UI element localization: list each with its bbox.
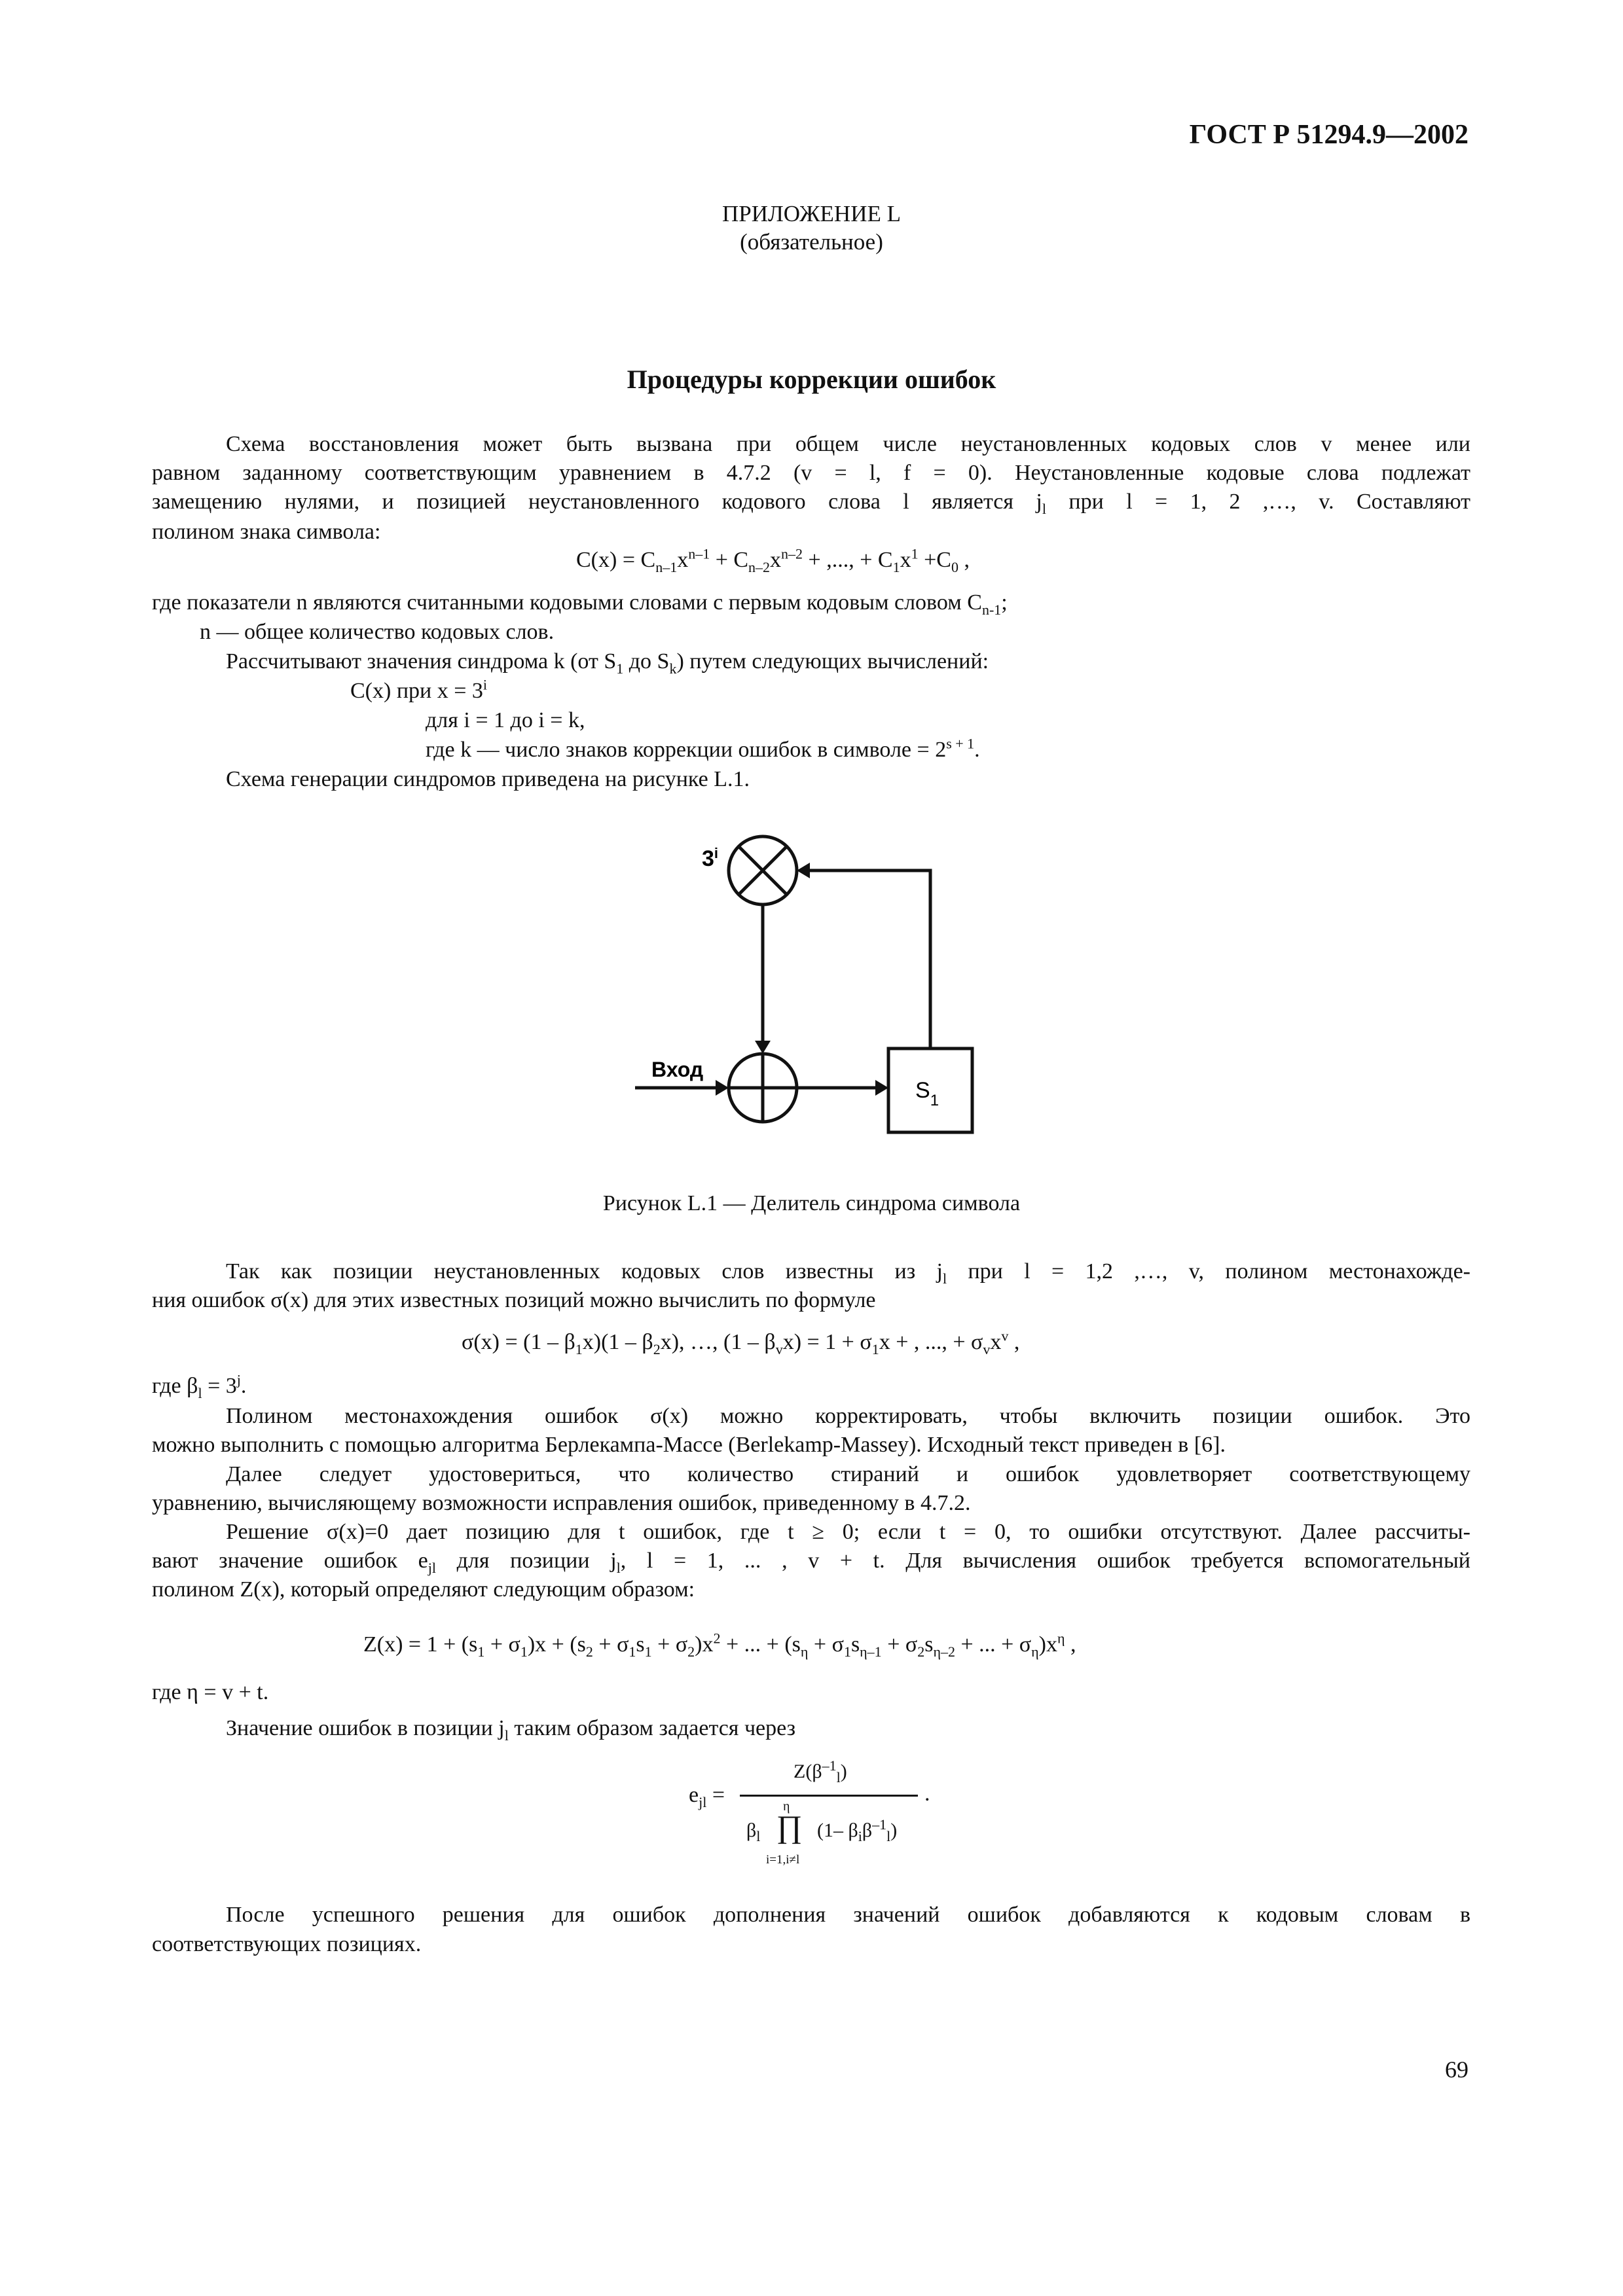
for-i-line: для i = 1 до i = k, xyxy=(426,708,585,732)
syndrome-divider-diagram xyxy=(622,828,989,1168)
page-number: 69 xyxy=(1445,2056,1468,2083)
eq4-prod-bottom: i=1,i≠l xyxy=(766,1853,800,1867)
feedback-line xyxy=(807,870,930,1049)
cx-at-x: C(x) при $x = 3^i$ xyxy=(350,676,488,703)
standard-number: ГОСТ Р 51294.9—2002 xyxy=(1189,120,1468,150)
p6-line-2: соответствующих позициях. xyxy=(152,1932,422,1956)
multiplier-label: 3$^i$ xyxy=(702,845,719,871)
appendix-title: ПРИЛОЖЕНИЕ L xyxy=(722,201,901,226)
where-beta: где $\beta_l = 3^j$. xyxy=(152,1371,247,1401)
p3-line-2: можно выполнить с помощью алгоритма Берлекампа-Массе (Berlekamp-Massey). Исходный текст приведен в [6]. xyxy=(152,1433,1226,1457)
syndrome-line: Рассчитывают значения синдрома k (от $S_1$ до $S_k$) путем следующих вычислений: xyxy=(226,649,989,677)
figure-caption: Рисунок L.1 — Делитель синдрома символа xyxy=(602,1191,1021,1215)
p3-line-1: Полином местонахождения ошибок σ(x) можно корректировать, чтобы включить позиции ошибок. Это xyxy=(226,1404,1470,1428)
eq4-product-symbol: ∏ xyxy=(776,1810,803,1844)
p4-line-1: Далее следует удостовериться, что количество стираний и ошибок удовлетворяет соответствующему xyxy=(226,1462,1470,1486)
eq4-lhs: $e_{jl}$ = xyxy=(689,1783,725,1810)
section-title: Процедуры коррекции ошибок xyxy=(627,365,996,394)
input-label: Вход xyxy=(651,1058,704,1081)
equation-sigma: $\sigma(x) = (1 - \beta_1x)(1 - \beta_2x)$, …, $(1 - \beta_vx) = 1 + \sigma_1x$ + , ..., + $\sigma_vx^v$ , xyxy=(462,1327,1020,1357)
p6-line-1: После успешного решения для ошибок дополнения значений ошибок добавляются к кодовым словам в xyxy=(226,1903,1470,1927)
eq4-numerator: $Z(\beta^{-1}_l)$ xyxy=(793,1757,847,1785)
p1-line-3-a: замещению нулями, и позицией неустановленного кодового слова l является j xyxy=(152,490,1042,514)
p5-line-2: вают значение ошибок $e_{jl}$ для позиции $j_l$, l = 1, ... , v + t. Для вычисления ошибок требуется вспомогательный xyxy=(152,1549,1470,1576)
p5-line-1: Решение σ(x)=0 дает позицию для t ошибок, где t ≥ 0; если t = 0, то ошибки отсутствуют. Далее рассчиты- xyxy=(226,1520,1470,1544)
register-label: $S_1$ xyxy=(915,1078,939,1109)
eq4-tail: . xyxy=(924,1782,930,1806)
eq4-prod-top: η xyxy=(783,1799,790,1814)
k-definition: где k — число знаков коррекции ошибок в символе = $2^{s + 1}$. xyxy=(426,735,980,762)
error-values-intro: Значение ошибок в позиции $j_l$ таким образом задается через xyxy=(226,1716,796,1744)
p1-line-3-b: при l = 1, 2 ,…, v. Составляют xyxy=(1046,490,1471,514)
where-eta: где η = v + t. xyxy=(152,1680,269,1704)
appendix-status: (обязательное) xyxy=(740,229,883,255)
eq4-den-beta: $\beta_l$ xyxy=(746,1820,761,1844)
p1-line-4: полином знака символа: xyxy=(152,520,381,544)
p4-line-2: уравнению, вычисляющему возможности исправления ошибок, приведенному в 4.7.2. xyxy=(152,1491,971,1515)
p2-line-2: ния ошибок σ(x) для этих известных позиций можно вычислить по формуле xyxy=(152,1288,876,1312)
equation-cx: $C(x) = C_{n-1}x^{n-1} + C_{n-2}x^{n-2}$ + ,..., + $C_1x^1 +C_0$ , xyxy=(576,545,970,575)
multiplier-icon xyxy=(729,836,797,905)
register-box xyxy=(888,1049,972,1132)
p1-line-3-sub: l xyxy=(1042,500,1046,517)
p2-line-1: Так как позиции неустановленных кодовых слов известны из $j_l$ при l = 1,2 ,…, v, полином местонахожде- xyxy=(226,1259,1470,1287)
p1-line-3 xyxy=(152,488,1470,516)
figure-reference: Схема генерации синдромов приведена на рисунке L.1. xyxy=(226,767,750,791)
p1-line-1: Схема восстановления может быть вызвана при общем числе неустановленных кодовых слов v менее или xyxy=(226,432,1470,456)
where-n-line: где показатели n являются считанными кодовыми словами с первым кодовым словом $C_{n-1}$; xyxy=(152,590,1008,618)
eq4-fraction-bar xyxy=(740,1795,918,1797)
n-definition: n — общее количество кодовых слов. xyxy=(200,620,555,644)
adder-icon xyxy=(729,1054,797,1122)
p1-line-2: равном заданному соответствующим уравнением в 4.7.2 (v = l, f = 0). Неустановленные кодовые слова подлежат xyxy=(152,461,1470,485)
eq4-den-rest: (1– $\beta_i\beta^{-1}_l$) xyxy=(817,1816,898,1844)
p5-line-3: полином Z(x), который определяют следующим образом: xyxy=(152,1577,695,1602)
equation-z: $Z(x) = 1 + (s_1 + \sigma_1)x + (s_2 + \sigma_1s_1 + \sigma_2)x^2$ + ... + ($s_\eta + \sigma_1s_{\eta-1} + \sigma_2s_{\eta-2}$ + ... + $\sigma_\eta)x^\eta$ , xyxy=(363,1630,1076,1660)
